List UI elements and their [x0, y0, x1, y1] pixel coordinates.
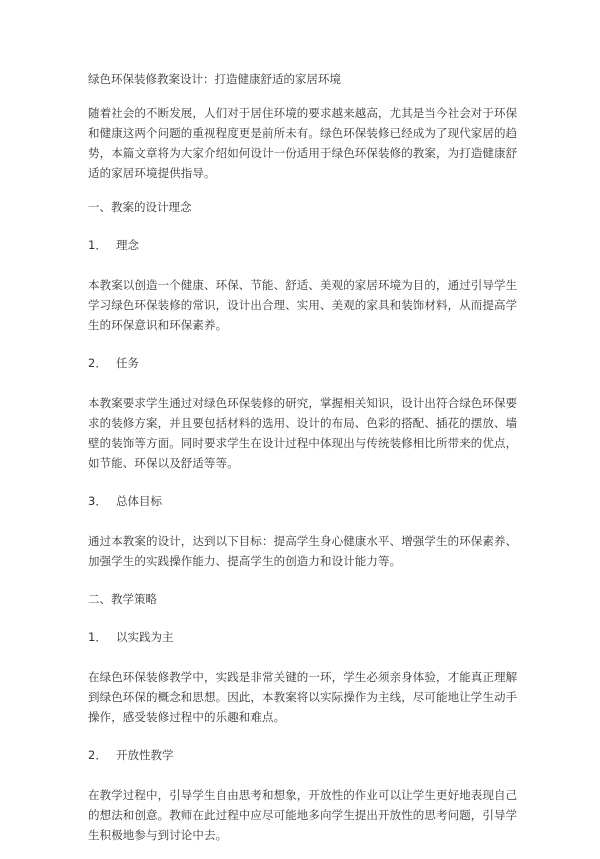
- subheading-number: 3．: [88, 494, 107, 508]
- subheading-title: 任务: [116, 356, 139, 370]
- subheading-title: 以实践为主: [116, 630, 174, 644]
- subheading-number: 1．: [88, 238, 107, 252]
- subheading-number: 2．: [88, 356, 107, 370]
- subheading-number: 2．: [88, 748, 107, 762]
- document-title: 绿色环保装修教案设计：打造健康舒适的家居环境: [88, 72, 341, 86]
- subheading-1-2: [88, 355, 520, 371]
- subheading-1-3: [88, 493, 520, 509]
- subheading-2-1: [88, 629, 520, 645]
- paragraph-1-3: 通过本教案的设计，达到以下目标：提高学生身心健康水平、增强学生的环保素养、加强学生的实践操作能力、提高学生的创造力和设计能力等。: [88, 534, 518, 568]
- intro-paragraph: 随着社会的不断发展，人们对于居住环境的要求越来越高，尤其是当今社会对于环保和健康这两个问题的重视程度更是前所未有。绿色环保装修已经成为了现代家居的趋势，本篇文章将为大家介绍如何设计一份适用于绿色环保装修的教案，为打造健康舒适的家居环境提供指导。: [88, 106, 518, 180]
- subheading-title: 开放性教学: [116, 748, 174, 762]
- subheading-title: 总体目标: [116, 494, 162, 508]
- subheading-2-2: [88, 747, 520, 763]
- paragraph-1-2: 本教案要求学生通过对绿色环保装修的研究，掌握相关知识，设计出符合绿色环保要求的装修方案，并且要包括材料的选用、设计的布局、色彩的搭配、插花的摆放、墙壁的装饰等方面。同时要求学生在设计过程中体现出与传统装修相比所带来的优点，如节能、环保以及舒适等等。: [88, 396, 518, 470]
- paragraph-2-2: 在教学过程中，引导学生自由思考和想象，开放性的作业可以让学生更好地表现自己的想法和创意。教师在此过程中应尽可能地多向学生提出开放性的思考问题，引导学生积极地参与到讨论中去。: [88, 788, 518, 842]
- subheading-1-1: [88, 237, 520, 253]
- section-heading-2: 二、教学策略: [88, 592, 157, 606]
- paragraph-1-1: 本教案以创造一个健康、环保、节能、舒适、美观的家居环境为目的，通过引导学生学习绿色环保装修的常识，设计出合理、实用、美观的家具和装饰材料，从而提高学生的环保意识和环保素养。: [88, 278, 518, 332]
- subheading-title: 理念: [116, 238, 139, 252]
- paragraph-2-1: 在绿色环保装修教学中，实践是非常关键的一环，学生必须亲身体验，才能真正理解到绿色环保的概念和思想。因此，本教案将以实际操作为主线，尽可能地让学生动手操作，感受装修过程中的乐趣和难点。: [88, 670, 518, 724]
- section-heading-1: 一、教案的设计理念: [88, 200, 192, 214]
- document-page: [88, 71, 520, 859]
- subheading-number: 1．: [88, 630, 107, 644]
